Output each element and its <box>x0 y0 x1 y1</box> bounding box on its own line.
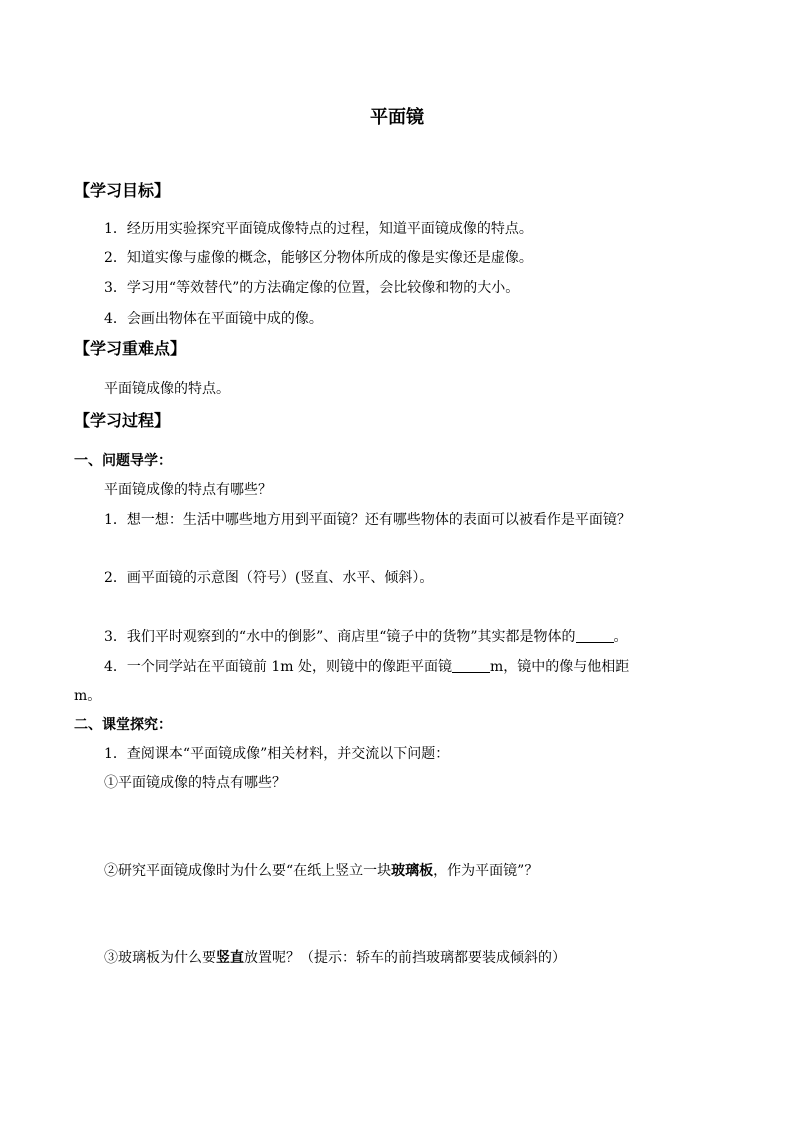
goal-item-3: 3．学习用“等效替代”的方法确定像的位置，会比较像和物的大小。 <box>104 280 520 296</box>
question-3-end: 。 <box>613 629 628 645</box>
question-4-continued <box>74 686 101 706</box>
goals-heading: 【学习目标】 <box>74 181 171 200</box>
question-2: 2．画平面镜的示意图（符号）(竖直、水平、倾斜）。 <box>104 570 434 586</box>
key-points-text: 平面镜成像的特点。 <box>104 381 230 397</box>
answer-blank-1[interactable] <box>576 628 614 643</box>
question-3-text: 3．我们平时观察到的“水中的倒影”、商店里“镜子中的货物”其实都是物体的 <box>104 629 576 645</box>
question-4-end: m。 <box>74 688 102 704</box>
sub-question-3-text: ③玻璃板为什么要 <box>104 950 216 966</box>
question-3 <box>104 627 628 647</box>
key-points-heading: 【学习重难点】 <box>74 339 187 358</box>
question-4 <box>104 657 629 677</box>
sub-question-2-end: ，作为平面镜”？ <box>433 863 539 879</box>
part2-heading: 二、课堂探究： <box>74 717 172 733</box>
inquiry-item-1: 1．查阅课本“平面镜成像”相关材料，并交流以下问题： <box>104 746 450 762</box>
sub-question-3-end: 放置呢？（提示：轿车的前挡玻璃都要装成倾斜的） <box>244 950 566 966</box>
goal-item-2: 2．知道实像与虚像的概念，能够区分物体所成的像是实像还是虚像。 <box>104 250 533 266</box>
question-4-middle: m，镜中的像与他相距 <box>490 659 630 675</box>
question-1: 1．想一想：生活中哪些地方用到平面镜？还有哪些物体的表面可以被看作是平面镜？ <box>104 512 631 528</box>
sub-question-2 <box>104 861 538 881</box>
process-heading: 【学习过程】 <box>74 411 171 430</box>
sub-question-3-emphasis: 竖直 <box>216 950 244 966</box>
sub-question-1: ①平面镜成像的特点有哪些？ <box>104 775 286 791</box>
goal-item-4: 4．会画出物体在平面镜中成的像。 <box>104 311 323 327</box>
sub-question-2-emphasis: 玻璃板 <box>391 863 434 879</box>
part1-heading: 一、问题导学： <box>74 453 172 469</box>
goal-item-1: 1．经历用实验探究平面镜成像特点的过程，知道平面镜成像的特点。 <box>104 221 533 237</box>
answer-blank-2[interactable] <box>452 658 490 673</box>
sub-question-3 <box>104 948 566 968</box>
page-title: 平面镜 <box>370 107 424 128</box>
part1-intro: 平面镜成像的特点有哪些？ <box>104 482 272 498</box>
question-4-text: 4．一个同学站在平面镜前 1m 处，则镜中的像距平面镜 <box>104 659 452 675</box>
sub-question-2-text: ②研究平面镜成像时为什么要“在纸上竖立一块 <box>104 863 392 879</box>
